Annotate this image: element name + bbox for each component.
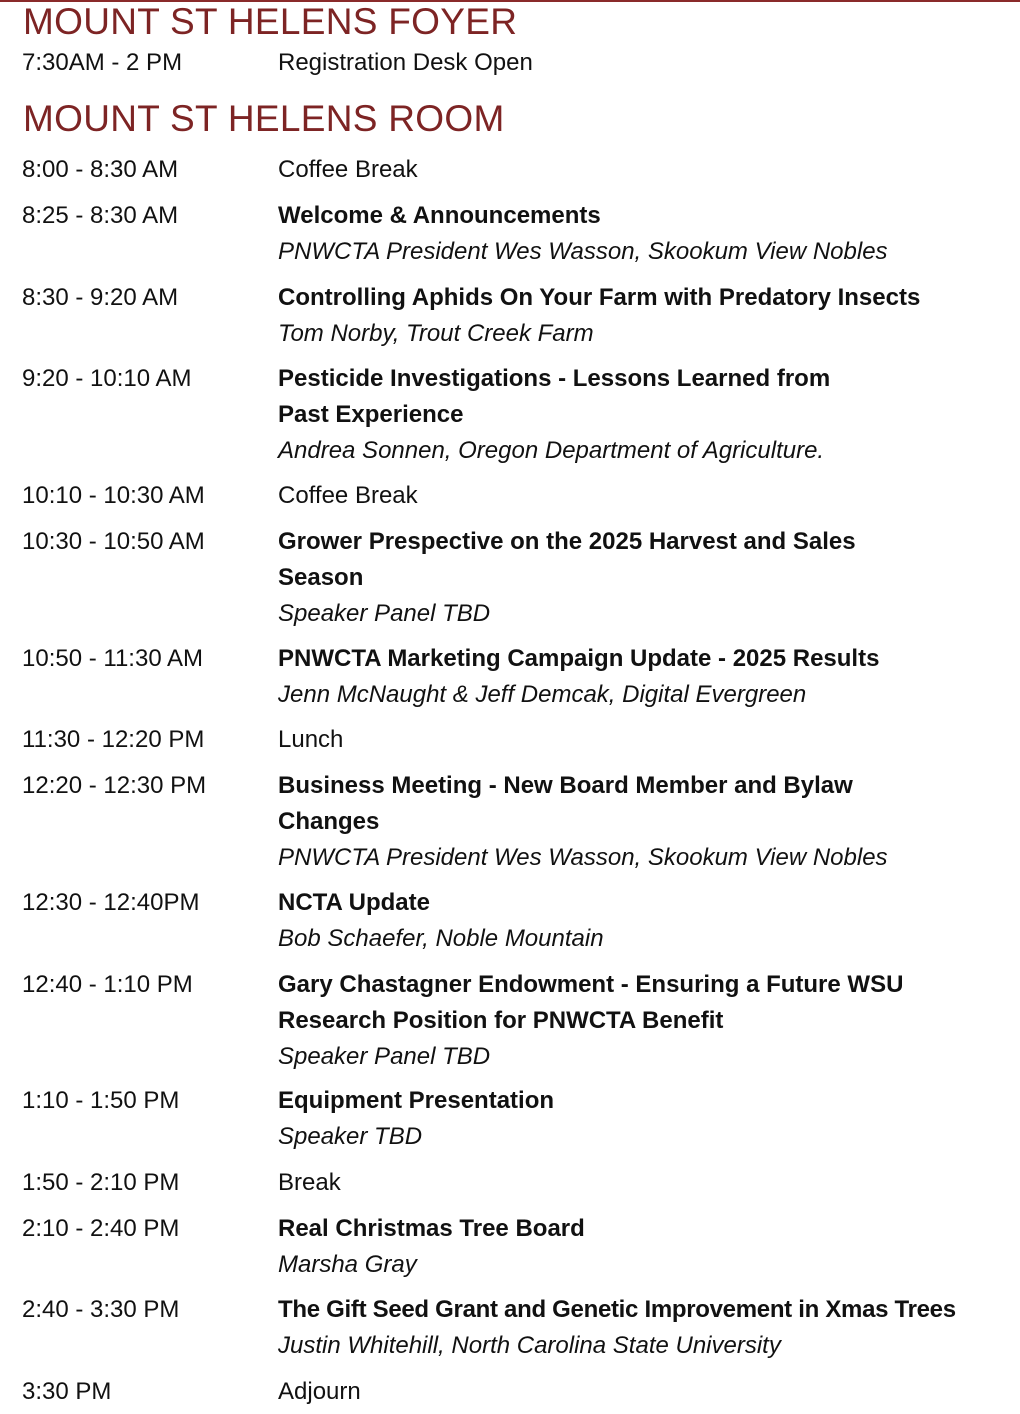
session-time: 1:10 - 1:50 PM — [22, 1087, 180, 1114]
session-time: 3:30 PM — [22, 1378, 112, 1405]
session-time: 1:50 - 2:10 PM — [22, 1169, 180, 1196]
session-content — [278, 1211, 1018, 1282]
session-title-line1: Gary Chastagner Endowment - Ensuring a Future WSU — [278, 971, 904, 998]
session-speaker: Marsha Gray — [278, 1251, 417, 1278]
session-title-line2: Research Position for PNWCTA Benefit — [278, 1007, 724, 1034]
session-speaker: Speaker Panel TBD — [278, 1043, 491, 1070]
session-content — [278, 280, 1018, 351]
session-time: 2:40 - 3:30 PM — [22, 1296, 180, 1323]
session-time: 12:20 - 12:30 PM — [22, 772, 207, 799]
room-heading: MOUNT ST HELENS ROOM — [23, 98, 505, 139]
session-title-line2: Changes — [278, 808, 380, 835]
session-content — [278, 1292, 1018, 1363]
session-time: 9:20 - 10:10 AM — [22, 365, 192, 392]
session-speaker: Speaker Panel TBD — [278, 600, 491, 627]
session-title: PNWCTA Marketing Campaign Update - 2025 Results — [278, 645, 880, 672]
session-title-line1: Pesticide Investigations - Lessons Learned from — [278, 365, 831, 392]
session-time: 7:30AM - 2 PM — [22, 49, 183, 76]
session-title: Adjourn — [278, 1378, 361, 1405]
session-title: Coffee Break — [278, 482, 418, 509]
session-content — [278, 641, 1018, 712]
session-time: 12:40 - 1:10 PM — [22, 971, 193, 998]
session-time: 12:30 - 12:40PM — [22, 889, 200, 916]
foyer-heading: MOUNT ST HELENS FOYER — [23, 1, 518, 42]
session-title: Equipment Presentation — [278, 1087, 555, 1114]
session-title: Break — [278, 1169, 341, 1196]
session-title: Controlling Aphids On Your Farm with Predatory Insects — [278, 284, 921, 311]
session-speaker: PNWCTA President Wes Wasson, Skookum View Nobles — [278, 844, 888, 871]
session-content — [278, 1083, 1018, 1154]
session-content — [278, 478, 1018, 514]
session-speaker: Tom Norby, Trout Creek Farm — [278, 320, 594, 347]
session-time: 10:30 - 10:50 AM — [22, 528, 205, 555]
session-time: 8:00 - 8:30 AM — [22, 156, 179, 183]
session-content — [278, 768, 1018, 875]
session-title-line2: Season — [278, 564, 364, 591]
session-content — [278, 722, 1018, 758]
session-title: Registration Desk Open — [278, 49, 533, 76]
session-title-line1: Business Meeting - New Board Member and Bylaw — [278, 772, 853, 799]
session-time: 8:30 - 9:20 AM — [22, 284, 179, 311]
session-speaker: Bob Schaefer, Noble Mountain — [278, 925, 604, 952]
session-title: Lunch — [278, 726, 344, 753]
session-title: NCTA Update — [278, 889, 430, 916]
session-content — [278, 152, 1018, 188]
session-speaker: Speaker TBD — [278, 1123, 423, 1150]
session-title: Welcome & Announcements — [278, 202, 601, 229]
session-speaker: PNWCTA President Wes Wasson, Skookum View Nobles — [278, 238, 888, 265]
session-content — [278, 885, 1018, 956]
session-title-line2: Past Experience — [278, 401, 464, 428]
session-speaker: Justin Whitehill, North Carolina State University — [278, 1332, 781, 1359]
session-content — [278, 1374, 1018, 1410]
session-title: Coffee Break — [278, 156, 418, 183]
session-speaker: Andrea Sonnen, Oregon Department of Agriculture. — [278, 437, 825, 464]
session-content — [278, 45, 1018, 81]
session-time: 10:10 - 10:30 AM — [22, 482, 205, 509]
session-time: 2:10 - 2:40 PM — [22, 1215, 180, 1242]
session-content — [278, 361, 1018, 468]
session-time: 10:50 - 11:30 AM — [22, 645, 204, 672]
session-title-line1: Grower Prespective on the 2025 Harvest and Sales — [278, 528, 856, 555]
session-time: 8:25 - 8:30 AM — [22, 202, 179, 229]
session-content — [278, 198, 1018, 269]
session-content — [278, 967, 1018, 1074]
session-speaker: Jenn McNaught & Jeff Demcak, Digital Evergreen — [278, 681, 807, 708]
session-time: 11:30 - 12:20 PM — [22, 726, 205, 753]
session-title: Real Christmas Tree Board — [278, 1215, 585, 1242]
session-content — [278, 1165, 1018, 1201]
session-content — [278, 524, 1018, 631]
session-title: The Gift Seed Grant and Genetic Improvement in Xmas Trees — [278, 1296, 956, 1323]
